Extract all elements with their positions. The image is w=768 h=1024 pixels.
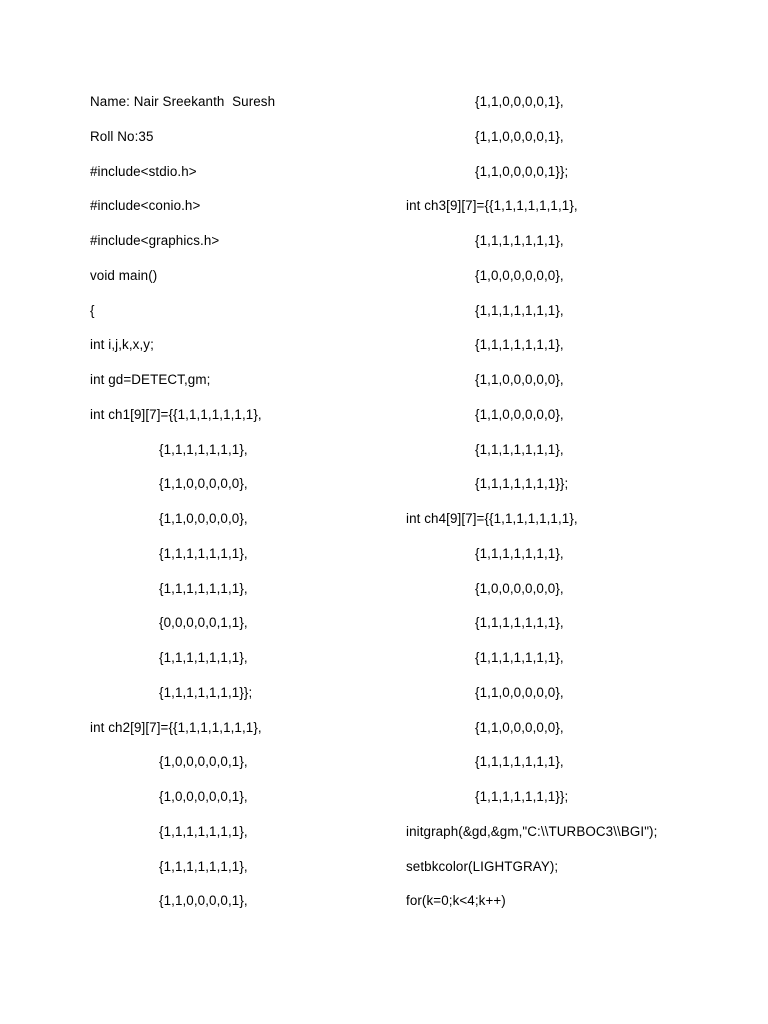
code-line: {1,1,1,1,1,1,1}, [159, 580, 248, 596]
code-line: {1,1,1,1,1,1,1}, [475, 233, 564, 248]
code-line: int ch2[9][7]={{1,1,1,1,1,1,1}, [90, 719, 262, 735]
code-line: {1,1,1,1,1,1,1}, [159, 823, 248, 839]
code-line: {1,0,0,0,0,0,0}, [475, 267, 564, 283]
code-line: #include<graphics.h> [90, 233, 220, 248]
code-line: {1,1,0,0,0,0,0}, [159, 476, 248, 492]
code-line: {1,1,1,1,1,1,1}, [475, 337, 564, 353]
code-line: {1,1,1,1,1,1,1}}; [475, 789, 569, 804]
code-line: {1,1,1,1,1,1,1}, [159, 858, 248, 874]
right-code-column [406, 91, 746, 925]
code-line: #include<stdio.h> [90, 163, 197, 179]
code-line: int gd=DETECT,gm; [90, 372, 211, 387]
code-line: Roll No:35 [90, 128, 154, 144]
code-line: {1,1,0,0,0,0,0}, [475, 372, 564, 387]
code-line: {1,0,0,0,0,0,1}, [159, 789, 248, 804]
code-line: {1,0,0,0,0,0,1}, [159, 754, 248, 770]
code-line: {1,0,0,0,0,0,0}, [475, 580, 564, 596]
code-line: {1,1,0,0,0,0,0}, [475, 406, 564, 422]
code-line: {1,1,0,0,0,0,1}, [475, 94, 564, 109]
code-line: int ch1[9][7]={{1,1,1,1,1,1,1}, [90, 406, 262, 422]
code-line: #include<conio.h> [90, 198, 201, 214]
code-line: void main() [90, 267, 158, 283]
code-line: {1,1,1,1,1,1,1}, [475, 545, 564, 561]
code-line: {1,1,0,0,0,0,0}, [475, 684, 564, 700]
code-line: {1,1,1,1,1,1,1}, [475, 302, 564, 318]
code-line: {1,1,1,1,1,1,1}, [475, 441, 564, 457]
code-line: Name: Nair Sreekanth Suresh [90, 94, 276, 109]
code-line: for(k=0;k<4;k++) [406, 893, 506, 909]
code-line: {1,1,0,0,0,0,1}, [159, 893, 248, 909]
code-line: { [90, 302, 95, 318]
code-line: {1,1,1,1,1,1,1}, [475, 615, 564, 631]
code-line: {1,1,1,1,1,1,1}}; [475, 476, 569, 492]
code-line: initgraph(&gd,&gm,"C:\\TURBOC3\\BGI"); [406, 823, 658, 839]
code-line: {1,1,1,1,1,1,1}, [159, 441, 248, 457]
left-code-column [90, 91, 390, 925]
code-line: {1,1,1,1,1,1,1}, [475, 754, 564, 770]
code-line: int i,j,k,x,y; [90, 337, 154, 353]
code-line: setbkcolor(LIGHTGRAY); [406, 858, 559, 874]
code-line: int ch4[9][7]={{1,1,1,1,1,1,1}, [406, 511, 578, 526]
code-line: {1,1,0,0,0,0,0}, [475, 719, 564, 735]
code-line: {1,1,0,0,0,0,1}, [475, 128, 564, 144]
code-line: {1,1,1,1,1,1,1}, [159, 650, 248, 665]
code-line: {1,1,1,1,1,1,1}, [475, 650, 564, 665]
code-line: {1,1,0,0,0,0,0}, [159, 511, 248, 526]
code-line: int ch3[9][7]={{1,1,1,1,1,1,1}, [406, 198, 578, 214]
code-line: {1,1,1,1,1,1,1}, [159, 545, 248, 561]
code-line: {1,1,0,0,0,0,1}}; [475, 163, 569, 179]
code-line: {1,1,1,1,1,1,1}}; [159, 684, 253, 700]
code-line: {0,0,0,0,0,1,1}, [159, 615, 248, 631]
